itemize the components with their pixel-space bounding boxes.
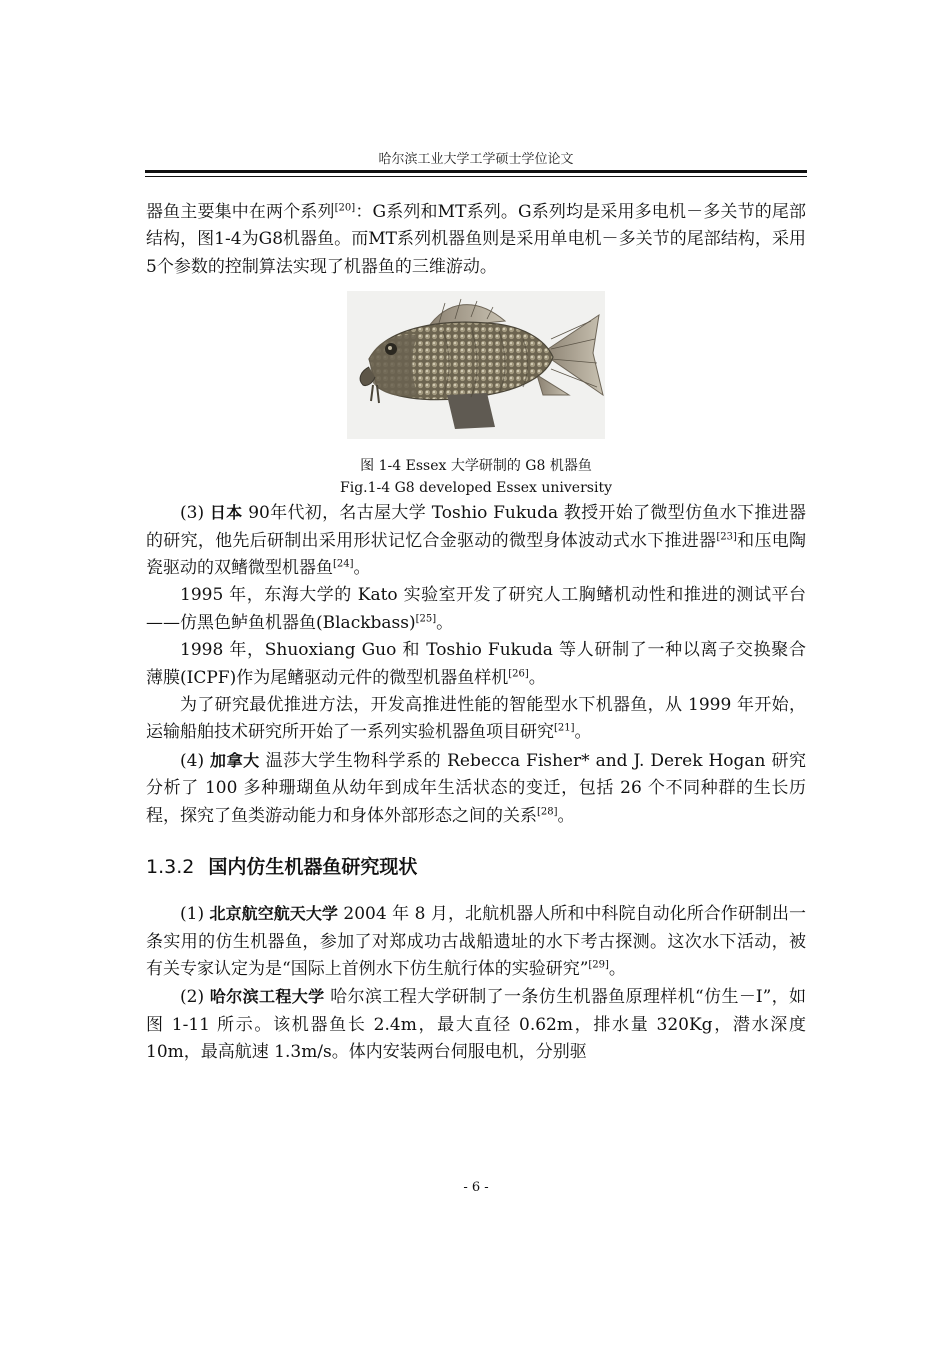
paragraph-g-series: 器鱼主要集中在两个系列[20]：G系列和MT系列。G系列均是采用多电机－多关节的尾部结构，图1-4为G8机器鱼。而MT系列机器鱼则是采用单电机－多关节的尾部结构，采用5个参数的控制算法实现了机器鱼的三维游动。 (146, 202, 807, 277)
citation: [24] (333, 558, 354, 570)
paragraph-1999: 为了研究最优推进方法，开发高推进性能的智能型水下机器鱼，从 1999 年开始，运输船舶技术研究所开始了一系列实验机器鱼项目研究[21]。 (146, 695, 806, 743)
figure-caption-en: Fig.1-4 G8 developed Essex university (340, 480, 612, 497)
citation: [29] (588, 959, 609, 971)
section-number: 1.3.2 (146, 856, 195, 879)
country-label: 加拿大 (210, 750, 260, 770)
paragraph-beihang: (1) 北京航空航天大学 2004 年 8 月，北航机器人所和中科院自动化所合作研制出一条实用的仿生机器鱼，参加了对郑成功古战船遗址的水下考古探测。这次水下活动，被有关专家认定为是“国际上首例水下仿生航行体的实验研究”[29]。 (146, 904, 806, 979)
section-heading (146, 854, 806, 880)
paragraph-japan: (3) 日本 90年代初，名古屋大学 Toshio Fukuda 教授开始了微型仿鱼水下推进器的研究，他先后研制出采用形状记忆合金驱动的微型身体波动式水下推进器[23]和压电陶瓷驱动的双鳍微型机器鱼[24]。 (146, 503, 807, 579)
citation: [26] (508, 668, 529, 679)
citation: [20] (334, 202, 356, 214)
country-label: 日本 (209, 503, 243, 523)
paragraph-1995: 1995 年，东海大学的 Kato 实验室开发了研究人工胸鳍机动性和推进的测试平台——仿黑色鲈鱼机器鱼(Blackbass)[25]。 (146, 585, 806, 633)
g8-robot-fish-photo (347, 291, 605, 439)
citation: [25] (415, 613, 437, 625)
running-header: 哈尔滨工业大学工学硕士学位论文 (378, 152, 574, 167)
citation: [21] (554, 722, 575, 734)
institution-label: 哈尔滨工程大学 (209, 987, 325, 1007)
paragraph-canada: (4) 加拿大 温莎大学生物科学系的 Rebecca Fisher* and J. Derek Hogan 研究分析了 100 多种珊瑚鱼从幼年到成年生活状态的变迁，包括 26 个不同种群的生长历程，探究了鱼类游动能力和身体外部形态之间的关系[28]。 (146, 750, 807, 826)
figure-caption-cn: 图 1-4 Essex 大学研制的 G8 机器鱼 (360, 458, 592, 475)
institution-label: 北京航空航天大学 (209, 904, 338, 924)
header-rule-thick (145, 170, 807, 173)
section-title: 国内仿生机器鱼研究现状 (208, 856, 418, 879)
paragraph-1998: 1998 年，Shuoxiang Guo 和 Toshio Fukuda 等人研制了一种以离子交换聚合薄膜(ICPF)作为尾鳍驱动元件的微型机器鱼样机[26]。 (146, 640, 806, 688)
paragraph-heu: (2) 哈尔滨工程大学 哈尔滨工程大学研制了一条仿生机器鱼原理样机“仿生－I”，如图 1-11 所示。该机器鱼长 2.4m，最大直径 0.62m，排水量 320Kg，潜水深度 10m，最高航速 1.3m/s。体内安装两台伺服电机，分别驱 (146, 987, 806, 1063)
citation: [28] (537, 806, 558, 818)
citation: [23] (716, 530, 737, 542)
page-body (146, 199, 806, 1067)
header-rule-thin (145, 176, 807, 177)
page-number: - 6 - (463, 1180, 489, 1195)
